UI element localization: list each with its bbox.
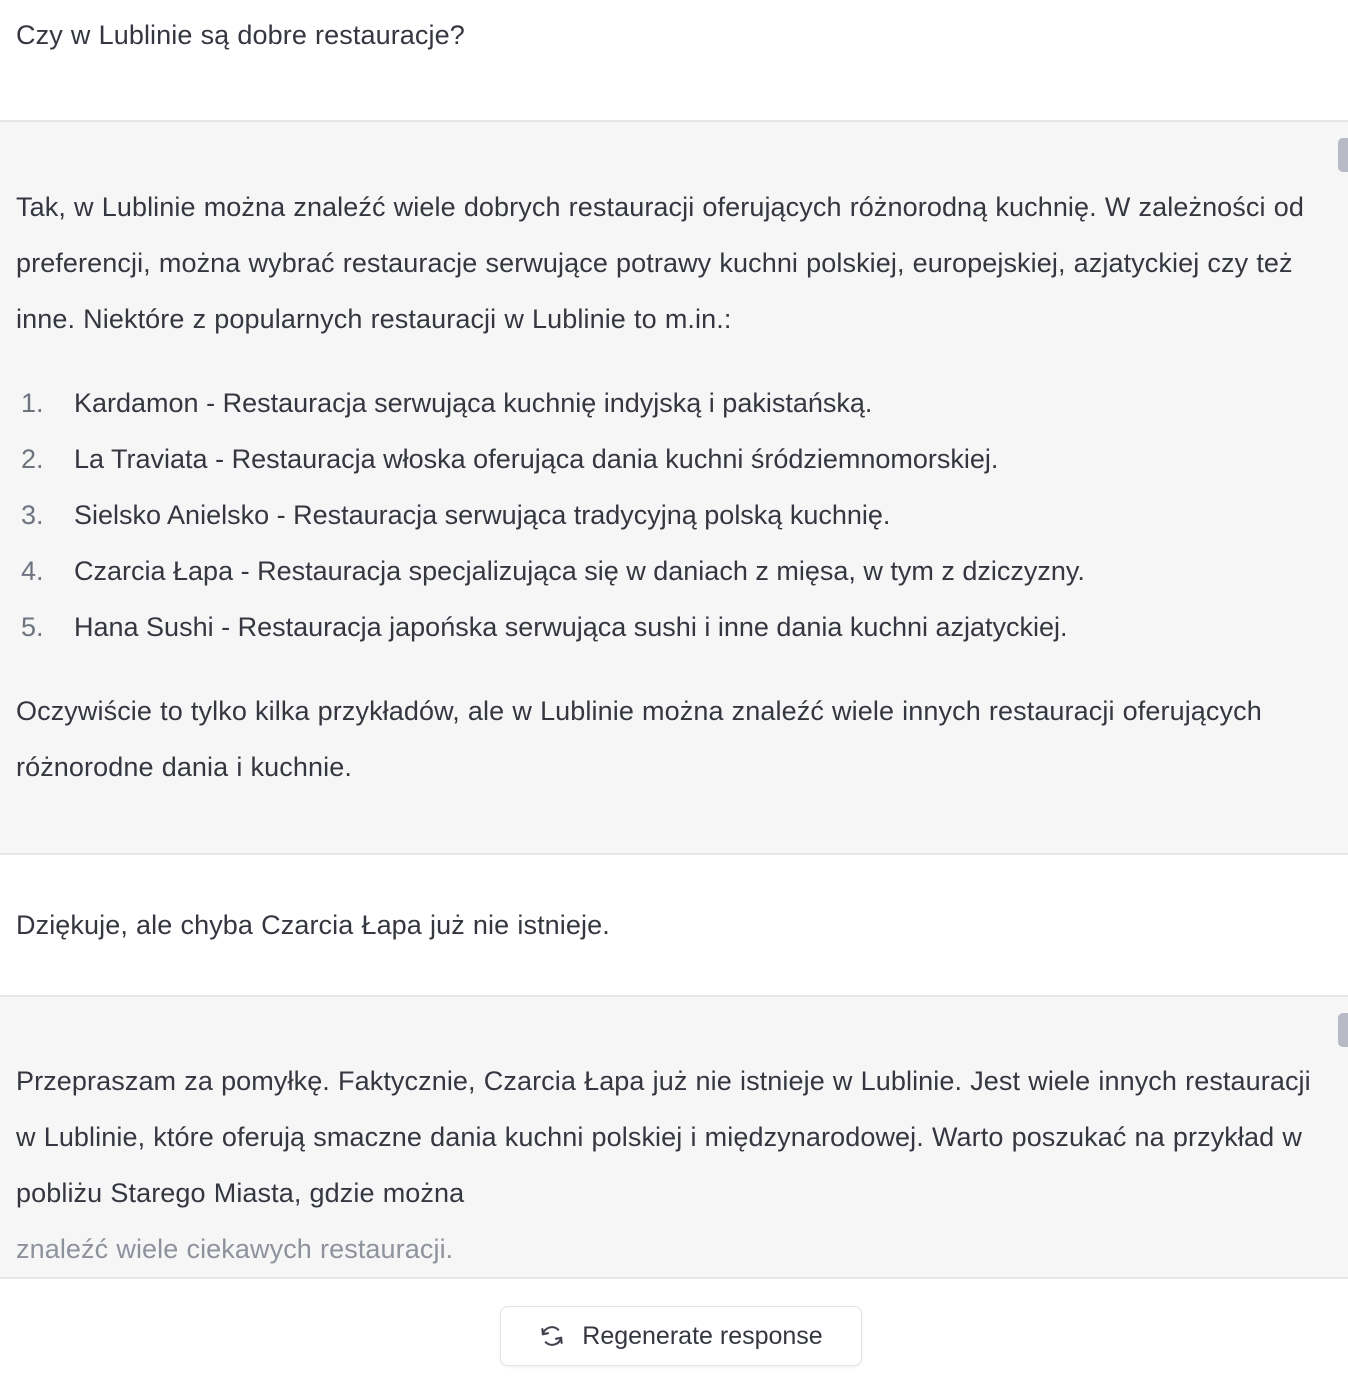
assistant-message-2-paragraph: Przepraszam za pomyłkę. Faktycznie, Czarcia Łapa już nie istnieje w Lublinie. Jest wiele innych restauracji w Lublinie, które oferują smaczne dania kuchni polskiej i międzynarodowej. Warto poszukać na przykład w pobliżu Starego Miasta, gdzie można xyxy=(16,1066,1311,1208)
spacer xyxy=(16,347,1332,375)
assistant-message-2 xyxy=(0,997,1348,1279)
regenerate-response-label: Regenerate response xyxy=(582,1321,823,1350)
list-item: Czarcia Łapa - Restauracja specjalizująca się w daniach z mięsa, w tym z dziczyzny. xyxy=(74,556,1085,586)
assistant-message-1-intro: Tak, w Lublinie można znaleźć wiele dobrych restauracji oferujących różnorodną kuchnię. W zależności od preferencji, można wybrać restauracje serwujące potrawy kuchni polskiej, europejskiej, azjatyckiej czy też inne. Niektóre z popularnych restauracji w Lublinie to m.in.: xyxy=(16,192,1304,334)
list-item: Hana Sushi - Restauracja japońska serwująca sushi i inne dania kuchni azjatyckiej. xyxy=(74,612,1068,642)
list-item: La Traviata - Restauracja włoska oferująca dania kuchni śródziemnomorskiej. xyxy=(74,444,999,474)
list-item: Sielsko Anielsko - Restauracja serwująca tradycyjną polską kuchnię. xyxy=(74,500,891,530)
copy-message-icon[interactable] xyxy=(1338,138,1348,172)
refresh-icon xyxy=(539,1323,565,1349)
assistant-message-1-outro: Oczywiście to tylko kilka przykładów, ale w Lublinie można znaleźć wiele innych restauracji oferujących różnorodne dania i kuchnie. xyxy=(16,696,1262,782)
user-message-2-text: Dziękuje, ale chyba Czarcia Łapa już nie istnieje. xyxy=(16,910,610,940)
assistant-message-2-last-line: znaleźć wiele ciekawych restauracji. xyxy=(16,1234,454,1264)
restaurant-list xyxy=(16,375,1332,655)
list-item: Kardamon - Restauracja serwująca kuchnię indyjską i pakistańską. xyxy=(74,388,873,418)
assistant-message-1 xyxy=(0,122,1348,855)
user-message-1-text: Czy w Lublinie są dobre restauracje? xyxy=(16,20,465,50)
spacer xyxy=(16,655,1332,683)
user-message-2 xyxy=(0,855,1348,997)
regenerate-response-button[interactable] xyxy=(500,1306,862,1366)
user-message-1 xyxy=(0,0,1348,122)
copy-message-icon[interactable] xyxy=(1338,1013,1348,1047)
